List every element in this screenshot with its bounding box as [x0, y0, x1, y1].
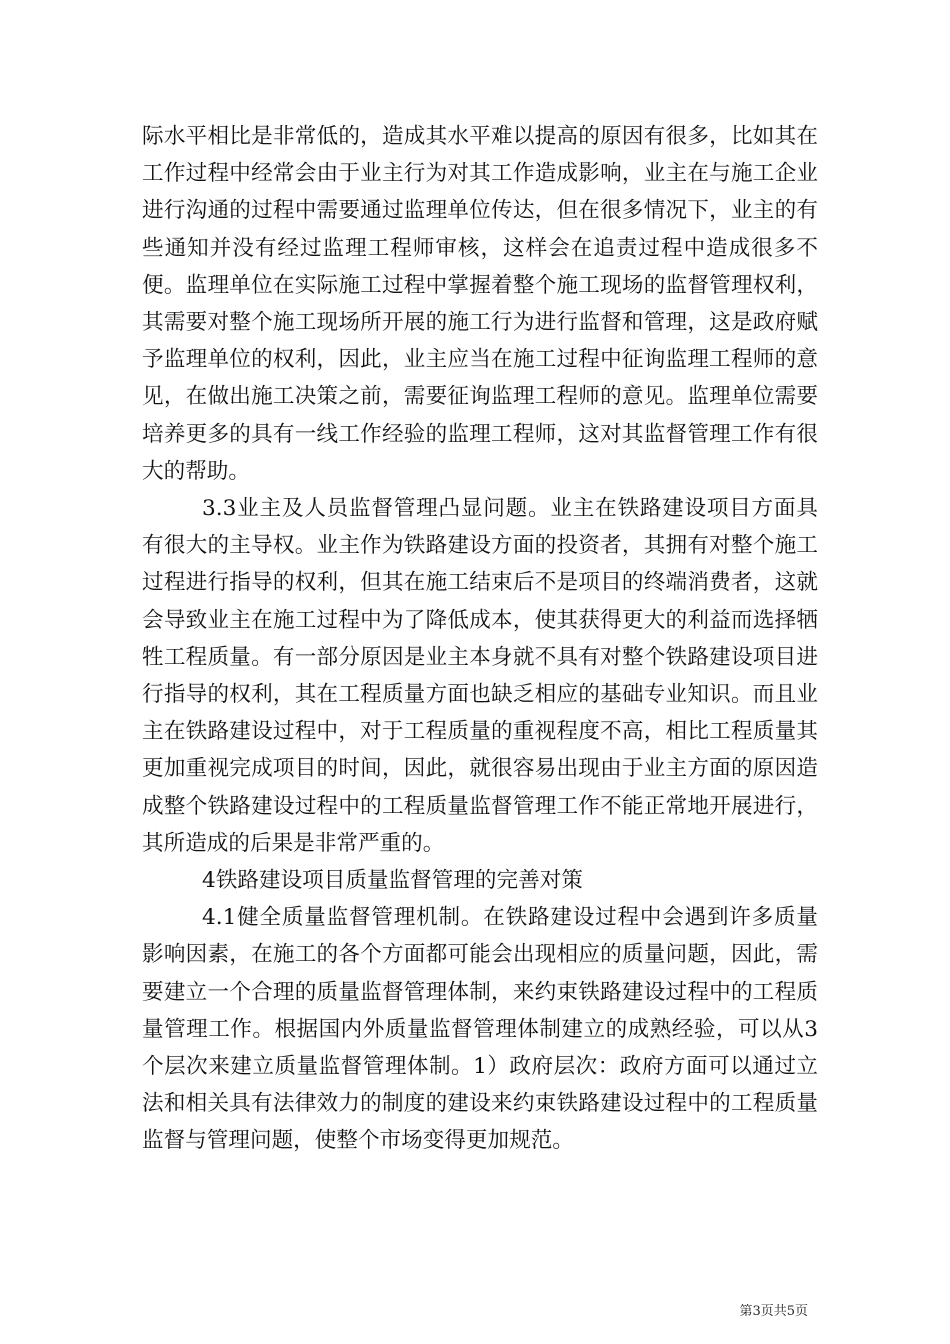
section-heading-4: 4铁路建设项目质量监督管理的完善对策 — [202, 868, 583, 894]
document-body — [142, 118, 818, 1160]
paragraph-section-4-1: 4.1健全质量监督管理机制。在铁路建设过程中会遇到许多质量影响因素，在施工的各个方面都可能会出现相应的质量问题，因此，需要建立一个合理的质量监督管理体制，来约束铁路建设过程中的工程质量管理工作。根据国内外质量监督管理体制建立的成熟经验，可以从3个层次来建立质量监督管理体制。1）政府层次：政府方面可以通过立法和相关具有法律效力的制度的建设来约束铁路建设过程中的工程质量监督与管理问题，使整个市场变得更加规范。 — [142, 905, 818, 1154]
page-number-footer: 第3页共5页 — [739, 1304, 808, 1319]
paragraph-section-3-3: 3.3业主及人员监督管理凸显问题。业主在铁路建设项目方面具有很大的主导权。业主作为铁路建设方面的投资者，其拥有对整个施工过程进行指导的权利，但其在施工结束后不是项目的终端消费者，这就会导致业主在施工过程中为了降低成本，使其获得更大的利益而选择牺牲工程质量。有一部分原因是业主本身就不具有对整个铁路建设项目进行指导的权利，其在工程质量方面也缺乏相应的基础专业知识。而且业主在铁路建设过程中，对于工程质量的重视程度不高，相比工程质量其更加重视完成项目的时间，因此，就很容易出现由于业主方面的原因造成整个铁路建设过程中的工程质量监督管理工作不能正常地开展进行，其所造成的后果是非常严重的。 — [142, 496, 818, 856]
paragraph-continuation: 际水平相比是非常低的，造成其水平难以提高的原因有很多，比如其在工作过程中经常会由于业主行为对其工作造成影响，业主在与施工企业进行沟通的过程中需要通过监理单位传达，但在很多情况下，业主的有些通知并没有经过监理工程师审核，这样会在追责过程中造成很多不便。监理单位在实际施工过程中掌握着整个施工现场的监督管理权利，其需要对整个施工现场所开展的施工行为进行监督和管理，这是政府赋予监理单位的权利，因此，业主应当在施工过程中征询监理工程师的意见，在做出施工决策之前，需要征询监理工程师的意见。监理单位需要培养更多的具有一线工作经验的监理工程师，这对其监督管理工作有很大的帮助。 — [142, 124, 818, 484]
